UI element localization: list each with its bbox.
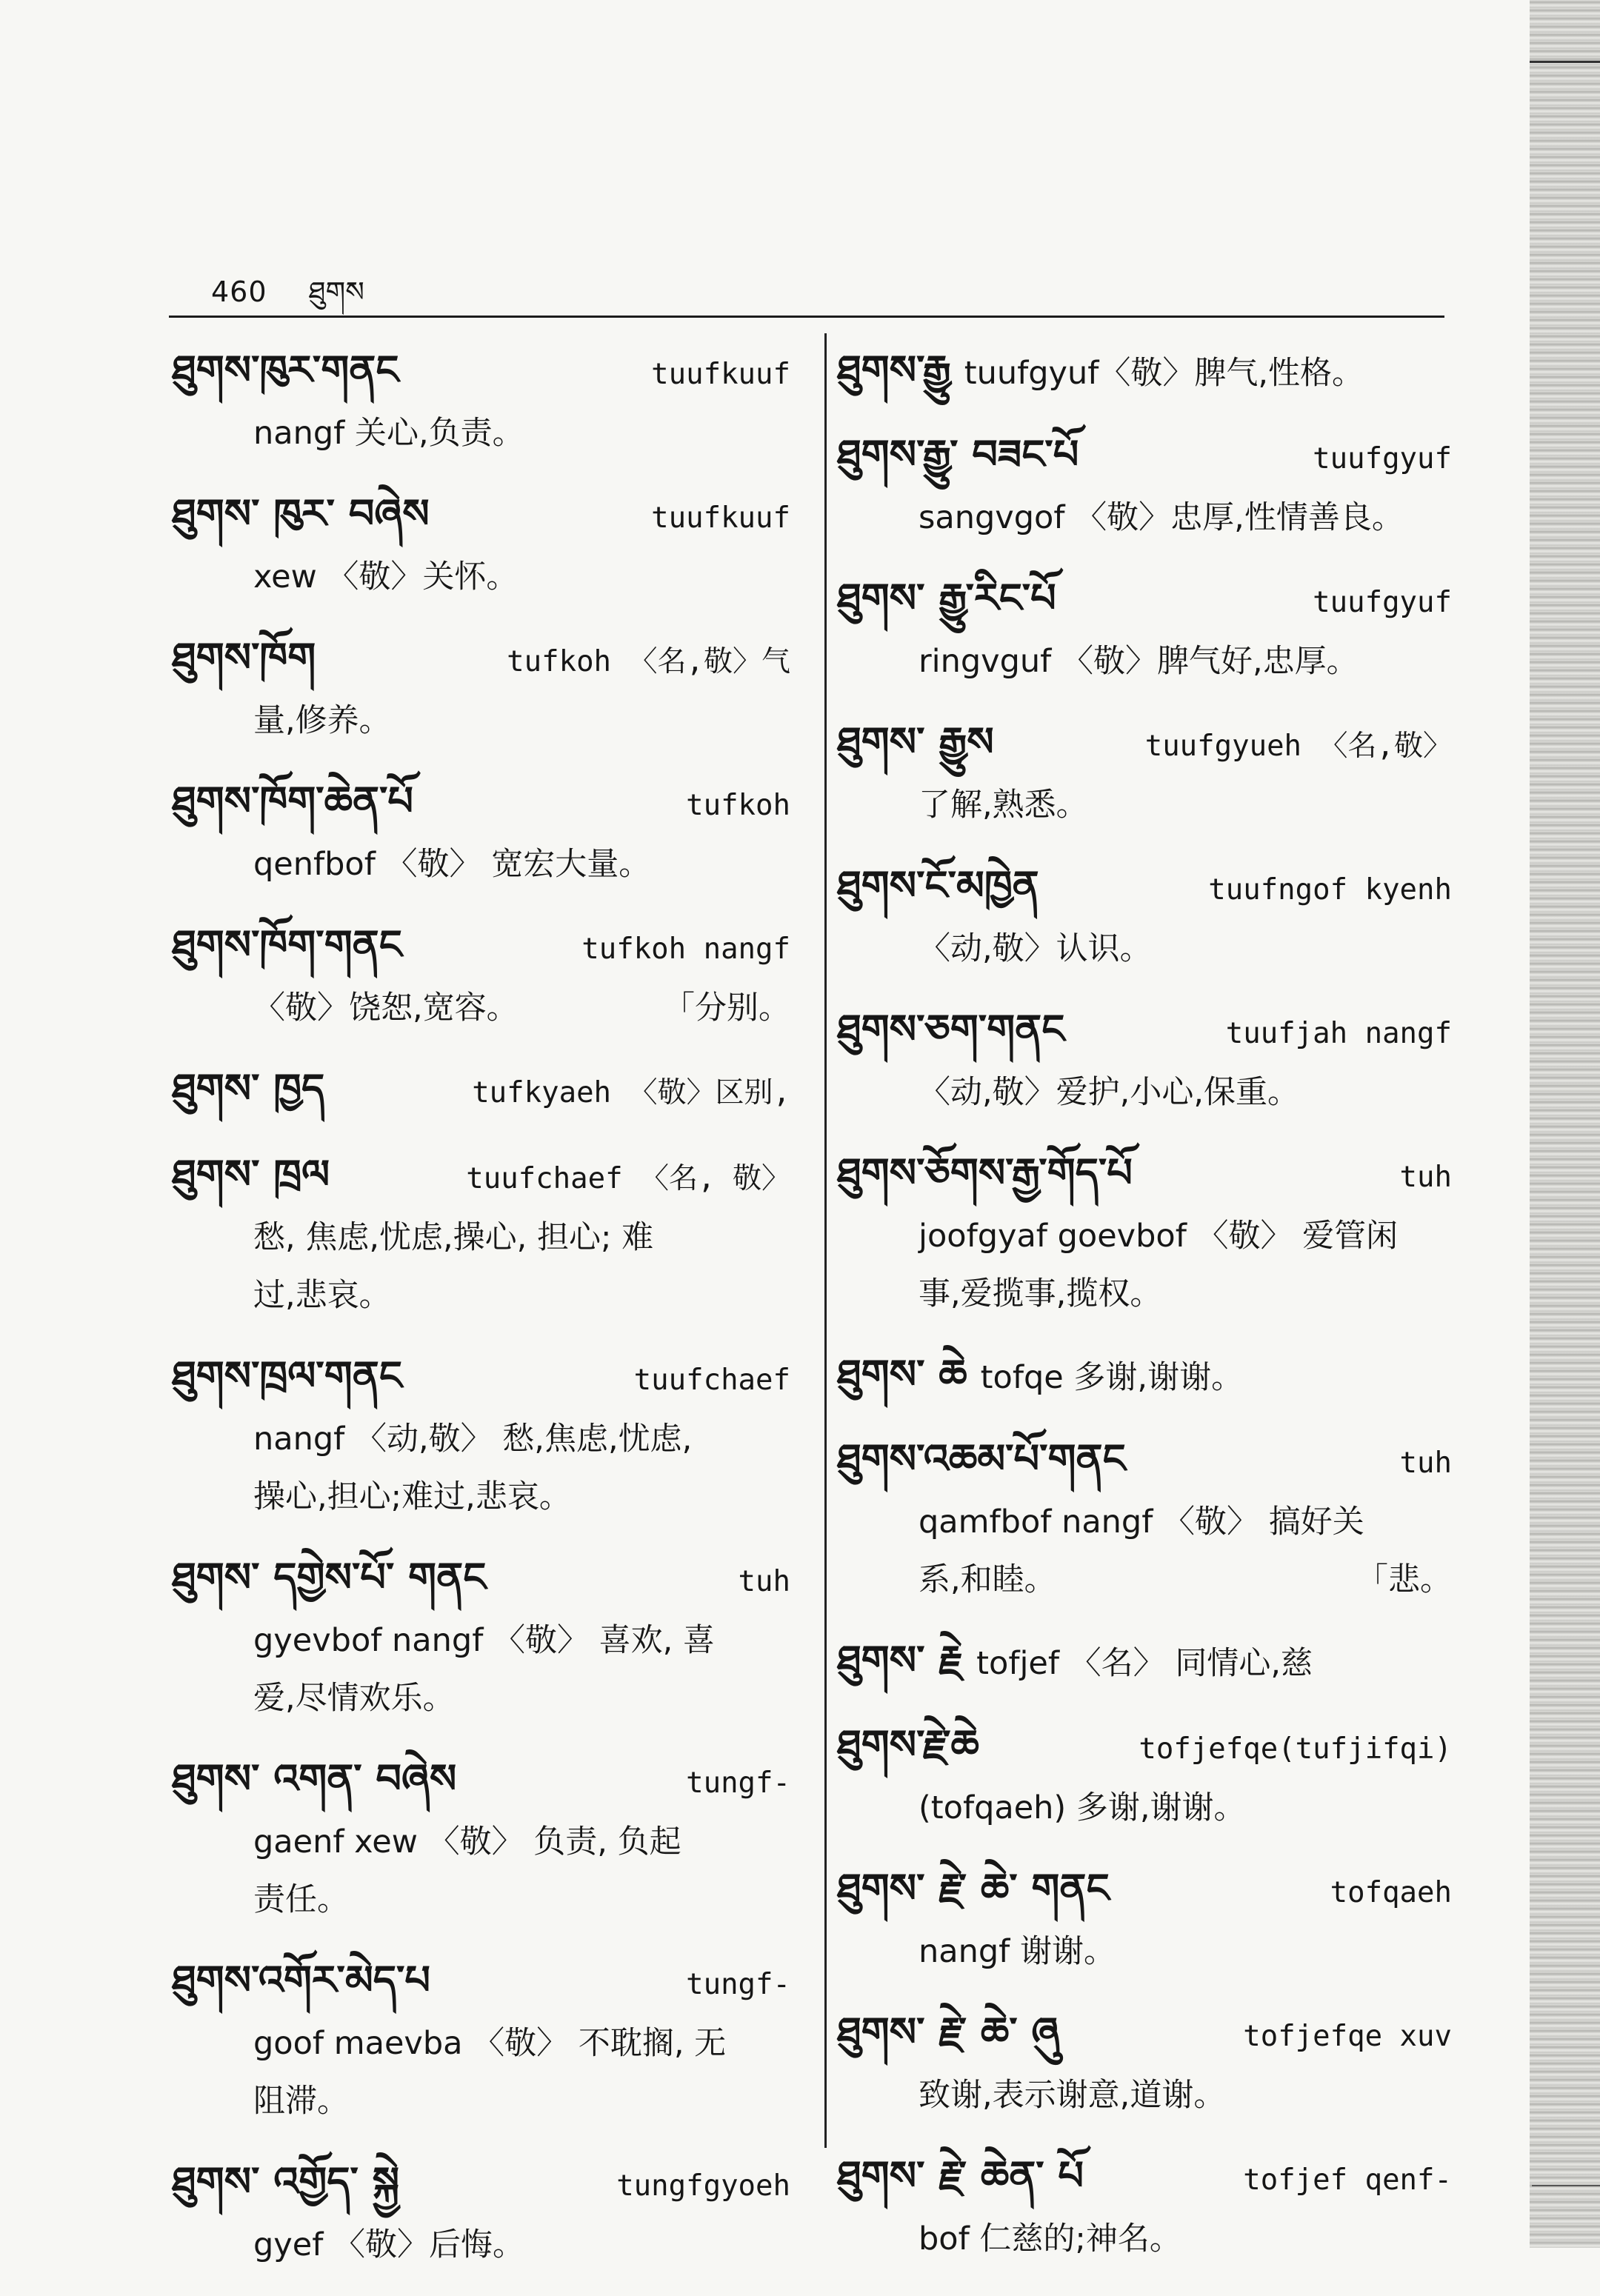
dictionary-entry bbox=[837, 1000, 1452, 1121]
headword: ཐུགས་ ཁྱད bbox=[172, 1065, 325, 1112]
column-divider bbox=[824, 333, 827, 2148]
dictionary-entry bbox=[172, 1346, 790, 1526]
gloss: 量,修养。 bbox=[253, 702, 391, 739]
headword: ཐུགས་ཅོགས་རྒྱ་གོད་པོ bbox=[837, 1149, 1133, 1196]
headword: ཐུགས་ རྗེ་ ཆེ་ གནང bbox=[837, 1865, 1110, 1912]
headword: ཐུགས་ དགྱེས་པོ་ གནང bbox=[172, 1554, 487, 1601]
running-head: ཐུགས bbox=[308, 276, 364, 308]
dictionary-entry bbox=[172, 1749, 790, 1929]
left-column bbox=[172, 341, 790, 2296]
transliteration: tufkoh bbox=[686, 789, 790, 822]
dictionary-entry bbox=[837, 1859, 1452, 1980]
inline-gloss: tofqe 多谢,谢谢。 bbox=[980, 1359, 1244, 1396]
dictionary-entry bbox=[837, 856, 1452, 978]
headword: ཐུགས་ཁོག་ཆེན་པོ bbox=[172, 778, 413, 824]
headword: ཐུགས་རྒྱུ bbox=[837, 347, 951, 393]
dictionary-entry bbox=[837, 425, 1452, 547]
gloss: gyef 〈敬〉后悔。 bbox=[253, 2226, 525, 2263]
transliteration: tuufkuuf bbox=[651, 358, 790, 391]
gloss: gyevbof nangf 〈敬〉 喜欢, 喜 爱,尽情欢乐。 bbox=[253, 1622, 716, 1717]
dictionary-entry bbox=[172, 915, 790, 1037]
headword: ཐུགས་འགོར་མེད་པ bbox=[172, 1957, 430, 2003]
headword: ཐུགས་ རྗེ་ ཆེན་ པོ bbox=[837, 2152, 1084, 2199]
gloss-text: 〈敬〉饶恕,宽容。 bbox=[253, 990, 519, 1027]
right-column bbox=[837, 341, 1452, 2290]
headword: ཐུགས་ཅག་གནང bbox=[837, 1006, 1065, 1052]
gloss: 〈动,敬〉认识。 bbox=[919, 930, 1152, 967]
transliteration: tuufjah nangf bbox=[1225, 1017, 1452, 1050]
transliteration: tuufchaef bbox=[633, 1364, 790, 1397]
gloss-text: qamfbof nangf 〈敬〉 搞好关 系,和睦。 bbox=[919, 1504, 1364, 1598]
transliteration: tofjef qenf- bbox=[1243, 2163, 1452, 2197]
dictionary-entry bbox=[172, 1548, 790, 1727]
dictionary-entry bbox=[837, 569, 1452, 690]
transliteration: tuufgyuf bbox=[1313, 442, 1452, 475]
gloss: xew 〈敬〉关怀。 bbox=[253, 558, 519, 595]
headword: ཐུགས་ཁོག bbox=[172, 634, 316, 681]
gloss: joofgyaf goevbof 〈敬〉 爱管闲 事,爱揽事,揽权。 bbox=[919, 1218, 1399, 1312]
transliteration: tungf- bbox=[686, 1968, 790, 2001]
transliteration: tuufkuuf bbox=[651, 501, 790, 535]
gloss: gaenf xew 〈敬〉 负责, 负起 责任。 bbox=[253, 1823, 681, 1918]
headword: ཐུགས་ རྗེ་ ཆེ་ ཞུ bbox=[837, 2009, 1060, 2055]
headword: ཐུགས་ངོ་མཁྱེན bbox=[837, 862, 1039, 909]
gloss: bof 仁慈的;神名。 bbox=[919, 2220, 1181, 2257]
transliteration: tuufchaef 〈名, 敬〉 bbox=[466, 1162, 790, 1195]
inline-gloss: tofjef 〈名〉 同情心,慈 bbox=[976, 1645, 1313, 1682]
dictionary-entry bbox=[172, 1951, 790, 2130]
dictionary-entry bbox=[837, 341, 1452, 403]
headword: ཐུགས་ ཁུར་ བཞེས bbox=[172, 490, 430, 537]
transliteration: tofjefqe(tufjifqi) bbox=[1139, 1732, 1452, 1766]
transliteration: tungf- bbox=[686, 1766, 790, 1800]
transliteration: tuh bbox=[1399, 1161, 1452, 1194]
headword: ཐུགས་ རྒྱུ་རིང་པོ bbox=[837, 575, 1056, 621]
dictionary-entry bbox=[837, 1345, 1452, 1407]
dictionary-entry bbox=[172, 341, 790, 462]
dictionary-entry bbox=[837, 1715, 1452, 1837]
dictionary-entry bbox=[172, 484, 790, 606]
headword: ཐུགས་ འགན་ བཞེས bbox=[172, 1755, 457, 1802]
continuation-mark: 「分别。 bbox=[663, 990, 790, 1027]
headword: ཐུགས་ རྒྱུས bbox=[837, 718, 994, 765]
gloss: sangvgof 〈敬〉忠厚,性情善良。 bbox=[919, 499, 1404, 536]
dictionary-entry bbox=[837, 713, 1452, 834]
scan-edge-line bbox=[1532, 2185, 1600, 2186]
headword: ཐུགས་རྗེ་ཆེ bbox=[837, 1721, 979, 1768]
gloss: ringvguf 〈敬〉脾气好,忠厚。 bbox=[919, 643, 1359, 680]
gloss: goof maevba 〈敬〉 不耽搁, 无 阻滞。 bbox=[253, 2025, 727, 2120]
transliteration: tufkoh nangf bbox=[581, 932, 790, 966]
dictionary-entry bbox=[837, 2003, 1452, 2124]
headword: ཐུགས་ཁོག་གནང bbox=[172, 921, 402, 968]
transliteration: tufkoh 〈名,敬〉气 bbox=[507, 645, 790, 678]
transliteration: tufkyaeh 〈敬〉区别, bbox=[472, 1076, 790, 1109]
gloss: 致谢,表示谢意,道谢。 bbox=[919, 2077, 1226, 2114]
scan-edge bbox=[1530, 0, 1600, 2248]
gloss: 了解,熟悉。 bbox=[919, 787, 1088, 824]
continuation-mark: 「悲。 bbox=[1356, 1561, 1452, 1598]
gloss: 〈动,敬〉爱护,小心,保重。 bbox=[919, 1074, 1300, 1111]
transliteration: tuufngof kyenh bbox=[1208, 873, 1452, 907]
dictionary-entry bbox=[837, 1429, 1452, 1609]
transliteration: tuh bbox=[738, 1565, 790, 1598]
gloss: nangf 关心,负责。 bbox=[253, 415, 524, 452]
transliteration: tuh bbox=[1399, 1446, 1452, 1480]
scan-edge-line bbox=[1530, 61, 1600, 63]
dictionary-entry bbox=[837, 2146, 1452, 2268]
headword: ཐུགས་ ཆེ bbox=[837, 1351, 967, 1398]
dictionary-entry bbox=[172, 772, 790, 893]
gloss: qenfbof 〈敬〉 宽宏大量。 bbox=[253, 846, 651, 883]
headword: ཐུགས་ཁུར་གནང bbox=[172, 347, 399, 393]
dictionary-entry bbox=[837, 1144, 1452, 1323]
gloss: (tofqaeh) 多谢,谢谢。 bbox=[919, 1789, 1246, 1826]
transliteration: tungfgyoeh bbox=[616, 2169, 790, 2203]
gloss bbox=[172, 979, 790, 1037]
transliteration: tofjefqe xuv bbox=[1243, 2020, 1452, 2053]
headword: ཐུགས་ འགྱོད་ སྐྱེ bbox=[172, 2158, 400, 2205]
gloss: 愁, 焦虑,忧虑,操心, 担心; 难 过,悲哀。 bbox=[253, 1219, 654, 1314]
transliteration: tuufgyueh 〈名,敬〉 bbox=[1144, 730, 1452, 763]
headword: ཐུགས་རྒྱུ་ བཟང་པོ bbox=[837, 431, 1079, 478]
page-number: 460 bbox=[211, 276, 267, 308]
headword: ཐུགས་ རྗེ bbox=[837, 1637, 964, 1683]
transliteration: tuufgyuf bbox=[1313, 586, 1452, 619]
gloss bbox=[837, 1493, 1452, 1609]
dictionary-entry bbox=[837, 1631, 1452, 1693]
dictionary-entry bbox=[172, 2152, 790, 2274]
headword: ཐུགས་ཁྲལ་གནང bbox=[172, 1352, 402, 1399]
dictionary-entry bbox=[172, 628, 790, 750]
gloss: nangf 谢谢。 bbox=[919, 1933, 1116, 1970]
headword: ཐུགས་ ཁྲལ bbox=[172, 1151, 330, 1198]
headword: ཐུགས་འཆམ་པོ་གནང bbox=[837, 1435, 1126, 1482]
header-rule bbox=[169, 316, 1444, 318]
page-header bbox=[211, 261, 364, 340]
transliteration: tofqaeh bbox=[1330, 1876, 1452, 1909]
gloss: nangf 〈动,敬〉 愁,焦虑,忧虑, 操心,担心;难过,悲哀。 bbox=[253, 1421, 693, 1515]
dictionary-entry bbox=[172, 1145, 790, 1324]
inline-gloss: tuufgyuf〈敬〉脾气,性格。 bbox=[964, 355, 1364, 392]
dictionary-entry bbox=[172, 1059, 790, 1123]
